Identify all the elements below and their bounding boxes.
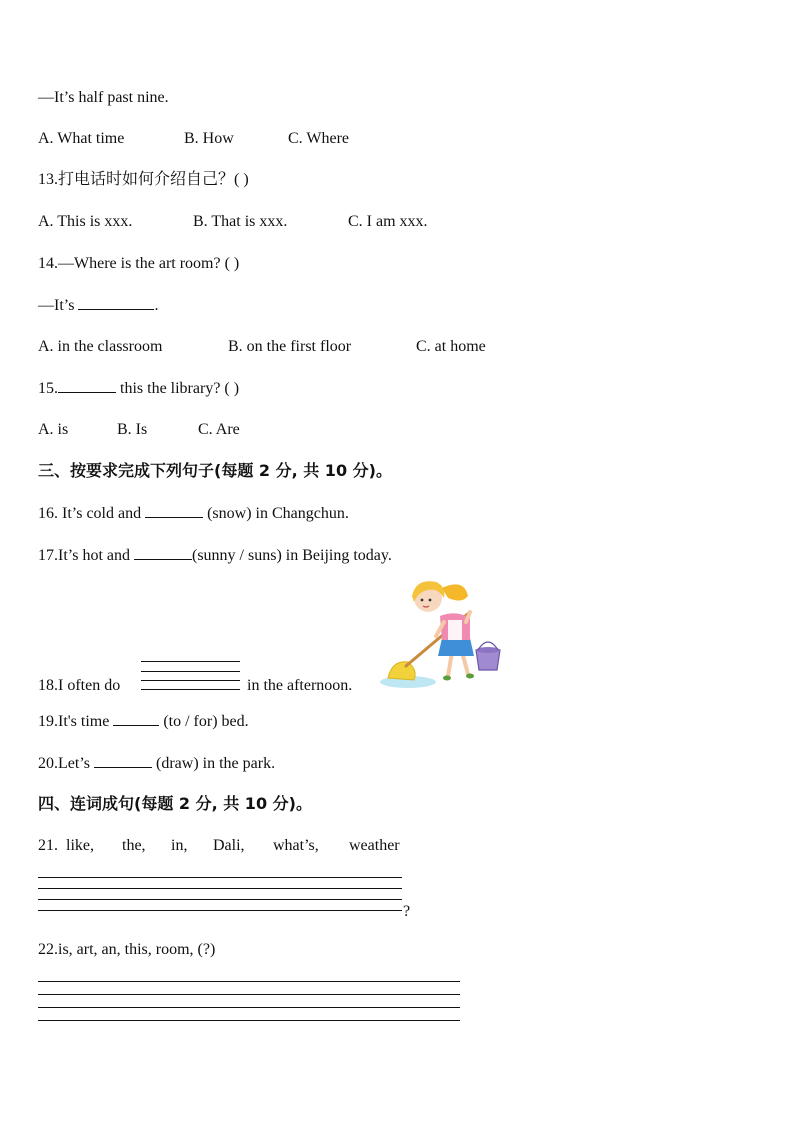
q21-word-4: Dali, (213, 837, 245, 854)
q21-words (38, 836, 400, 856)
q19-answer-blank[interactable] (113, 711, 159, 726)
q14-options (38, 337, 486, 357)
q19-prefix: 19.It's time (38, 713, 110, 730)
q20-prefix: 20.Let’s (38, 755, 90, 772)
q12-option-a[interactable]: A. What time (38, 130, 125, 147)
q13-stem: 13.打电话时如何介绍自己？( ) (38, 171, 249, 188)
q16-answer-blank[interactable] (145, 503, 203, 518)
q18-writing-rule-4[interactable] (141, 689, 240, 690)
q13-option-a[interactable]: A. This is xxx. (38, 213, 133, 230)
q14-answer-blank[interactable] (78, 295, 154, 310)
q18-prefix: 18.I often do (38, 677, 121, 694)
q17-answer-blank[interactable] (134, 545, 192, 560)
q21-writing-rule-3 (38, 899, 402, 900)
girl-mopping-illustration (378, 572, 504, 692)
q21-writing-rule-2 (38, 888, 402, 889)
q17-line (38, 545, 392, 566)
q12-options (38, 129, 349, 149)
q14-option-b[interactable]: B. on the first floor (228, 338, 352, 355)
q12-answer-line: —It’s half past nine. (38, 89, 169, 106)
q15-option-b[interactable]: B. Is (117, 421, 148, 438)
q15-answer-blank[interactable] (58, 378, 116, 393)
q15-option-c[interactable]: C. Are (198, 421, 240, 438)
q21-writing-rule-4[interactable] (38, 910, 402, 911)
q14-reply-suffix: . (154, 297, 159, 314)
q15-option-a[interactable]: A. is (38, 421, 69, 438)
q21-word-6: weather (349, 837, 400, 854)
q13-option-c[interactable]: C. I am xxx. (348, 213, 428, 230)
q18-writing-rule-2 (141, 671, 240, 672)
q20-suffix: (draw) in the park. (156, 755, 276, 772)
q21-question-mark: ? (403, 903, 411, 920)
q12-option-c[interactable]: C. Where (288, 130, 350, 147)
q19-suffix: (to / for) bed. (163, 713, 249, 730)
q13-options (38, 212, 428, 232)
q15-stem-text: this the library? ( ) (120, 380, 240, 397)
q21-writing-rule-1 (38, 877, 402, 878)
q17-prefix: 17.It’s hot and (38, 547, 130, 564)
q21-word-5: what’s, (273, 837, 319, 854)
q22-writing-rule-1 (38, 981, 460, 982)
q18-suffix: in the afternoon. (247, 677, 353, 694)
section-4-heading: 四、连词成句(每题 2 分, 共 10 分)。 (38, 794, 312, 813)
q21-word-1: like, (66, 837, 94, 854)
q17-suffix: (sunny / suns) in Beijing today. (192, 547, 392, 564)
q21-number: 21. (38, 837, 58, 854)
q13-option-b[interactable]: B. That is xxx. (193, 213, 288, 230)
q18-writing-rule-3 (141, 680, 240, 681)
q18-writing-rule-1 (141, 661, 240, 662)
q14-stem: 14.—Where is the art room? ( ) (38, 255, 240, 272)
q22-writing-rule-4[interactable] (38, 1020, 460, 1021)
q22-writing-rule-2 (38, 994, 460, 995)
q15-options (38, 420, 240, 440)
q14-reply (38, 295, 158, 316)
q16-prefix: 16. It’s cold and (38, 505, 142, 522)
q14-reply-prefix: —It’s (38, 297, 75, 314)
q14-option-c[interactable]: C. at home (416, 338, 486, 355)
q16-line (38, 503, 349, 524)
section-3-heading: 三、按要求完成下列句子(每题 2 分, 共 10 分)。 (38, 461, 392, 480)
q19-line (38, 711, 249, 732)
q15-number: 15. (38, 380, 58, 397)
q22-stem: 22.is, art, an, this, room, (?) (38, 941, 216, 958)
q20-answer-blank[interactable] (94, 753, 152, 768)
q22-writing-rule-3 (38, 1007, 460, 1008)
q16-suffix: (snow) in Changchun. (207, 505, 349, 522)
q20-line (38, 753, 275, 774)
q21-word-3: in, (171, 837, 188, 854)
q15-stem (38, 378, 239, 399)
q21-word-2: the, (122, 837, 146, 854)
q14-option-a[interactable]: A. in the classroom (38, 338, 163, 355)
q12-option-b[interactable]: B. How (184, 130, 234, 147)
